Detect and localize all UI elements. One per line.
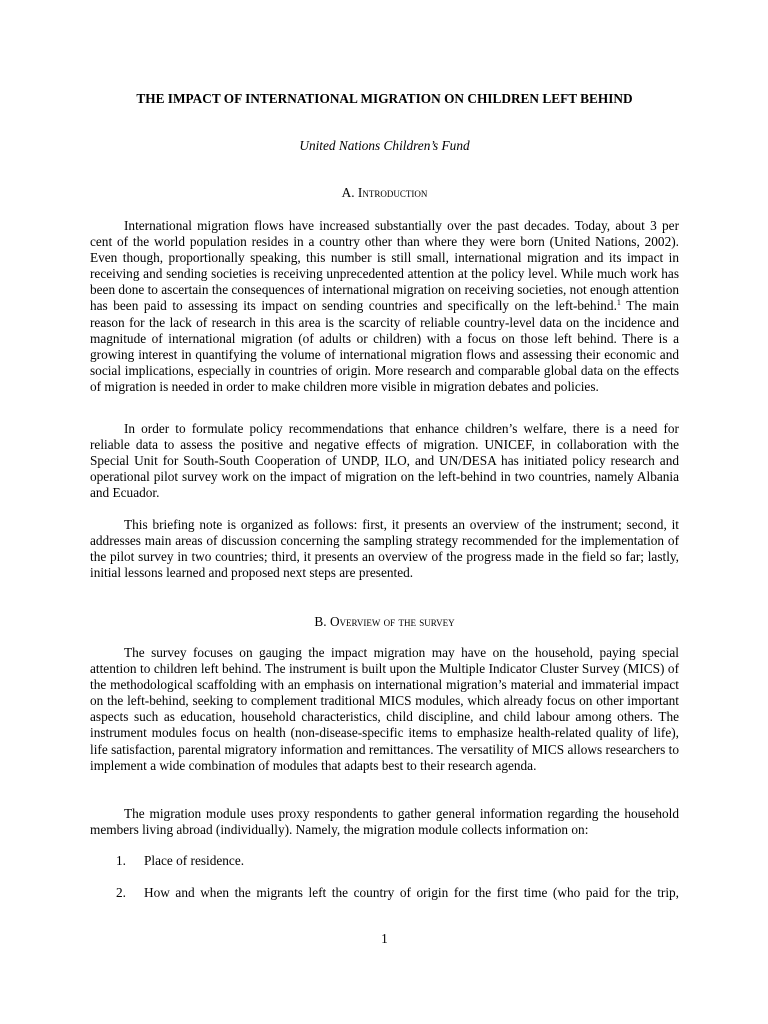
list-item-number: 2. — [116, 885, 126, 900]
survey-paragraph-2: The migration module uses proxy respondents to gather general information regarding the household members living abroad (individually). Namely, the migration module collects information on: — [90, 806, 679, 838]
intro-paragraph-1 — [90, 218, 679, 395]
document-author: United Nations Children’s Fund — [299, 138, 470, 153]
section-a-heading — [90, 185, 679, 201]
document-page — [90, 0, 679, 1024]
survey-paragraph-1: The survey focuses on gauging the impact migration may have on the household, paying special attention to children left behind. The instrument is built upon the Multiple Indicator Cluster Survey (MICS) of the methodological scaffolding with an emphasis on international migration’s material and immaterial impact on the left-behind, seeking to complement traditional MICS modules, which already focus on other important aspects such as education, household characteristics, child discipline, and child labour among others. The instrument modules focus on health (non-disease-specific items to emphasize health-related quality of life), life satisfaction, parental migratory information and remittances. The versatility of MICS allows researchers to implement a wide combination of modules that adapts best to their research agenda. — [90, 645, 679, 773]
section-b-heading — [90, 614, 679, 630]
section-a-title: Introduction — [357, 185, 428, 200]
intro-paragraph-1-part-b: The main reason for the lack of research in this area is the scarcity of reliable country-level data on the incidence and magnitude of international migration (of adults or children) with a focus on those left behind. There is a growing interest in quantifying the volume of international migration flows and assessing their economic and social implications, especially in countries of origin. More research and comparable global data on the effects of migration is needed in order to make children more visible in migration debates and policies. — [90, 298, 679, 394]
section-b-letter: B. — [314, 614, 327, 629]
list-item-text: How and when the migrants left the country of origin for the first time (who paid for the trip, — [144, 885, 679, 900]
intro-paragraph-1-part-a: International migration flows have increased substantially over the past decades. Today, about 3 per cent of the world population resides in a country other than where they were born (United Nations, 2002). Even though, proportionally speaking, this number is still small, international migration and its impact in receiving and sending societies is receiving unprecedented attention at the policy level. While much work has been done to ascertain the consequences of international migration on receiving societies, not enough attention has been paid to assessing its impact on sending countries and specifically on the left-behind. — [90, 218, 679, 314]
section-a-letter: A. — [341, 185, 355, 200]
intro-paragraph-2: In order to formulate policy recommendations that enhance children’s welfare, there is a need for reliable data to assess the positive and negative effects of migration. UNICEF, in collaboration with the Special Unit for South-South Cooperation of UNDP, ILO, and UN/DESA has initiated policy research and operational pilot survey work on the impact of migration on the left-behind in two countries, namely Albania and Ecuador. — [90, 421, 679, 501]
page-number: 1 — [381, 931, 388, 946]
intro-paragraph-3: This briefing note is organized as follows: first, it presents an overview of the instrument; second, it addresses main areas of discussion concerning the sampling strategy recommended for the implementation of the pilot survey in two countries; third, it presents an overview of the progress made in the field so far; lastly, initial lessons learned and proposed next steps are presented. — [90, 517, 679, 581]
footnote-ref[interactable]: 1 — [616, 298, 621, 308]
list-item-number: 1. — [116, 853, 126, 868]
section-b-title: Overview of the survey — [329, 614, 455, 629]
document-title: THE IMPACT OF INTERNATIONAL MIGRATION ON CHILDREN LEFT BEHIND — [136, 91, 633, 106]
list-item-text: Place of residence. — [144, 853, 245, 868]
